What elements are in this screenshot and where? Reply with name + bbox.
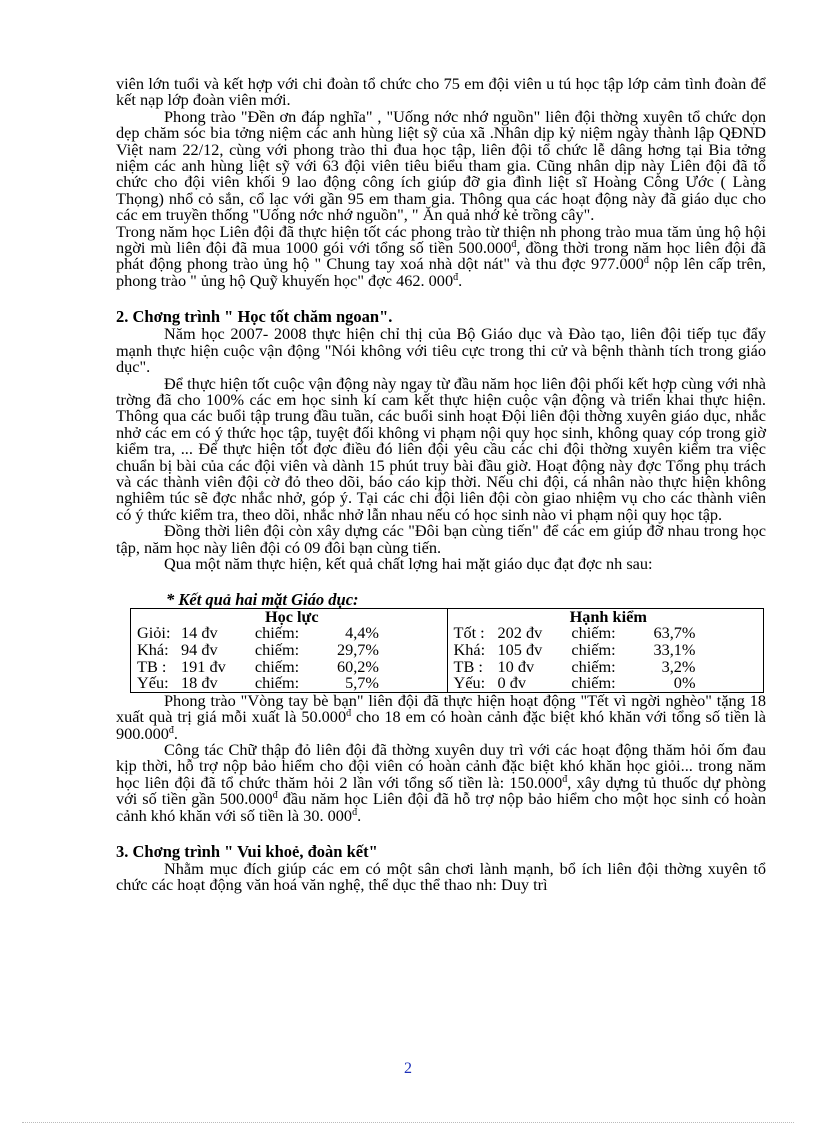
section2-paragraph-3: Đồng thời liên đội còn xây dựng các "Đôi bạn cùng tiến" để các em giúp đỡ nhau trong học tập, năm học này liên đội có 09 đôi bạn cùng tiến.	[116, 521, 766, 557]
document-page	[116, 76, 766, 894]
paragraph-intro: viên lớn tuổi và kết hợp với chi đoàn tổ chức cho 75 em đội viên u tú học tập lớp cảm tình đoàn để kết nạp lớp đoàn viên mới.	[116, 74, 766, 110]
hanh-kiem-column	[447, 609, 764, 691]
paragraph-chu-thap-do: Công tác Chữ thập đỏ liên đội đã thờng xuyên duy trì với các hoạt động thăm hỏi ốm đau kịp thời, hỗ trợ nộp bảo hiểm cho đội viên có hoàn cảnh đặc biệt khó khăn học giỏi... trong năm học liên đội đã tổ chức thăm hỏi 2 lần với tổng số tiền là: $150.000^đ$, xây dựng tủ thuốc dự phòng với số tiền gần $500.000^đ$ đầu năm học Liên đội đã hỗ trợ nộp bảo hiểm cho một học sinh có hoàn cảnh khó khăn với số tiền là 30. $000^đ$.	[116, 739, 766, 825]
paragraph-vong-tay: Phong trào "Vòng tay bè bạn" liên đội đã thực hiện hoạt động "Tết vì ngời nghèo" tặng 18 xuất quà trị giá mỗi xuất là $50.000^đ$ cho 18 em có hoàn cảnh đặc biệt khó khăn với tổng số tiền là $900.000^đ$.	[116, 690, 766, 743]
section2-paragraph-4: Qua một năm thực hiện, kết quả chất lợng hai mặt giáo dục đạt đợc nh sau:	[164, 553, 653, 573]
table-row: TB : 10 đv chiếm: 3,2%	[453, 656, 696, 676]
section2-paragraph-2: Để thực hiện tốt cuộc vận động này ngay từ đầu năm học liên đội phối kết hợp cùng với nhà trờng đã cho 100% các em học sinh kí cam kết thực hiện cuộc vận động và triển khai thực hiện. Thông qua các buổi tập trung đầu tuần, các buổi sinh hoạt Đội liên đội thờng xuyên giáo dục, nhắc nhở các em có ý thức học tập, tuyệt đối không vi phạm nội quy học sinh, không quay cóp trong giờ kiểm tra, ... Để thực hiện tốt đợc điều đó liên đội yêu cầu các chi đội thờng xuyên kiểm tra việc chuẩn bị bài của các đội viên và dành 15 phút truy bài đầu giờ. Hoạt động này đợc Tổng phụ trách và các thành viên đội cờ đỏ theo dõi, báo cáo kịp thời. Nếu chi đội, cá nhân nào thực hiện không nghiêm túc sẽ đợc nhắc nhở, góp ý. Tại các chi đội liên đội còn giao nhiệm vụ cho các thành viên có ý thức kiểm tra, theo dõi, nhắc nhở lẫn nhau nếu có học sinh nào vi phạm nội quy học tập.	[116, 373, 766, 524]
section3-heading: 3. Chơng trình " Vui khoẻ, đoàn kết"	[116, 842, 378, 861]
hoc-luc-column	[131, 609, 447, 691]
table-row: Khá: 94 đv chiếm: 29,7%	[137, 639, 379, 659]
table-row: Khá: 105 đv chiếm: 33,1%	[453, 639, 696, 659]
table-row: Yếu: 18 đv chiếm: 5,7%	[137, 673, 379, 693]
hanh-kiem-header: Hạnh kiểm	[569, 607, 647, 627]
paragraph-den-on: Phong trào "Đền ơn đáp nghĩa" , "Uống nớc nhớ nguồn" liên đội thờng xuyên tổ chức dọn dẹp chăm sóc bia tởng niệm các anh hùng liệt sỹ của xã .Nhân dịp kỷ niệm ngày thành lập QĐND Việt nam 22/12, cùng với phong trào thi đua học tập, liên đội tổ chức lễ dâng hơng tại Bia tởng niệm các anh hùng liệt sỹ với 63 đội viên tiêu biểu tham gia. Cũng nhân dịp này Liên đội đã tổ chức cho đội viên khối 9 lao động công ích giúp đỡ gia đình liệt sĩ Hoàng Công Ước ( Làng Thọng) nhổ cỏ sắn, cổ lạc với gần 95 em tham gia. Thông qua các hoạt động này đã giáo dục cho các em truyền thống "Uống nớc nhớ nguồn", " Ăn quả nhớ kẻ trồng cây".	[116, 106, 766, 225]
section3-paragraph: Nhằm mục đích giúp các em có một sân chơi lành mạnh, bổ ích liên đội thờng xuyên tổ chức các hoạt động văn hoá văn nghệ, thể dục thể thao nh: Duy trì	[116, 859, 766, 895]
page-number: 2	[404, 1060, 412, 1077]
table-row: TB : 191 đv chiếm: 60,2%	[137, 656, 379, 676]
table-row: Giỏi: 14 đv chiếm: 4,4%	[137, 623, 379, 643]
table-row: Tốt : 202 đv chiếm: 63,7%	[453, 623, 696, 643]
paragraph-tu-thien: Trong năm học Liên đội đã thực hiện tốt các phong trào từ thiện nh phong trào mua tăm ủng hộ hội ngời mù liên đội đã mua 1000 gói với tổng số tiền $500.000^đ$, đồng thời trong năm học liên đội đã phát động phong trào ủng hộ " Chung tay xoá nhà dột nát" và thu đợc $977.000^đ$ nộp lên cấp trên, phong trào " ủng hộ Quỹ khuyến học" đợc 462. $000^đ$.	[116, 221, 767, 290]
table-row: Yếu: 0 đv chiếm: 0%	[453, 673, 696, 693]
section2-paragraph-1: Năm học 2007- 2008 thực hiện chỉ thị của Bộ Giáo dục và Đào tạo, liên đội tiếp tục đẩy mạnh thực hiện cuộc vận động "Nói không với tiêu cực trong thi cử và bệnh thành tích trong giáo dục".	[116, 324, 766, 377]
hoc-luc-header: Học lực	[264, 607, 319, 627]
results-title: * Kết quả hai mặt Giáo dục:	[166, 590, 359, 610]
results-table	[130, 608, 764, 692]
section2-heading: 2. Chơng trình " Học tốt chăm ngoan".	[116, 307, 393, 327]
